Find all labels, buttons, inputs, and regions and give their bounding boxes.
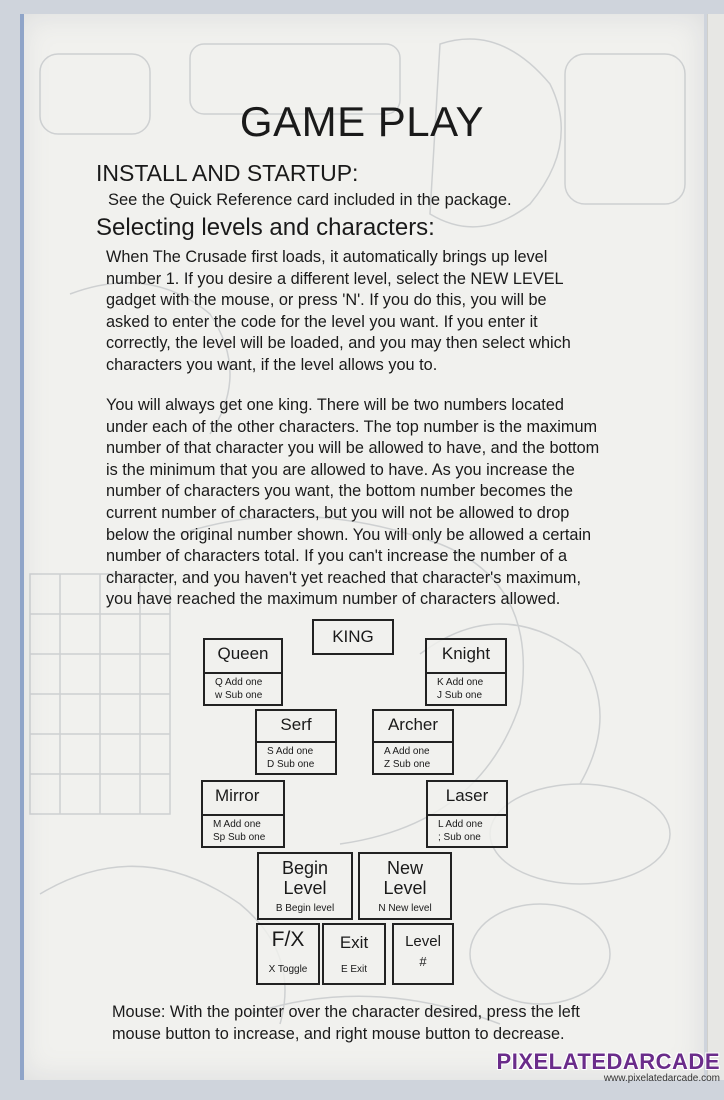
serf-label: Serf: [280, 715, 312, 734]
knight-keys: [427, 672, 505, 704]
install-text: See the Quick Reference card included in the package.: [108, 191, 512, 209]
level-word-2: Level: [383, 878, 427, 898]
page-title: GAME PLAY: [239, 98, 485, 145]
watermark: [497, 1049, 720, 1084]
selecting-paragraph-1: When The Crusade first loads, it automatically brings up level number 1. If you desire a different level, select the NEW LEVEL gadget with the mouse, or press 'N'. If you do this, you will be asked to enter the code for the level you want. If you enter it correctly, the level will be loaded, and you may then select which characters you want, if the level allows you to.: [106, 248, 571, 374]
king-gadget: [312, 619, 394, 655]
knight-sub: J Sub one: [437, 690, 483, 701]
king-label: KING: [332, 627, 374, 646]
queen-label: Queen: [217, 644, 269, 663]
fx-gadget: [256, 923, 320, 985]
serf-gadget: [255, 709, 337, 775]
watermark-brand: PIXELATEDARCADE: [496, 1049, 720, 1074]
manual-page: [20, 14, 704, 1080]
laser-label: Laser: [445, 786, 489, 805]
mirror-add: M Add one: [213, 819, 261, 830]
laser-sub: ; Sub one: [438, 832, 481, 843]
exit-key: E Exit: [340, 964, 368, 975]
install-heading: INSTALL AND STARTUP:: [96, 160, 359, 186]
queen-sub: w Sub one: [215, 690, 263, 701]
exit-gadget: [322, 923, 386, 985]
begin-level-gadget: [257, 852, 353, 920]
queen-keys: [205, 672, 281, 704]
begin-level-key: B Begin level: [275, 903, 335, 914]
knight-add: K Add one: [437, 677, 484, 688]
new-level-key: N New level: [378, 903, 432, 914]
serf-sub: D Sub one: [267, 759, 315, 770]
fx-key: X Toggle: [268, 964, 308, 975]
new-level-label: [360, 854, 450, 898]
laser-keys: [428, 814, 506, 846]
archer-keys: [374, 741, 452, 773]
serf-add: S Add one: [267, 746, 314, 757]
knight-gadget: [425, 638, 507, 706]
queen-add: Q Add one: [215, 677, 263, 688]
fx-label: F/X: [271, 928, 305, 951]
mouse-instructions: Mouse: With the pointer over the character desired, press the left mouse button to increase, and right mouse button to decrease.: [112, 1003, 580, 1043]
level-number-gadget: [392, 923, 454, 985]
next-page-edge: [707, 14, 724, 1080]
selecting-paragraph-2: You will always get one king. There will be two numbers located under each of the other characters. The top number is the maximum number of that character you will be allowed to have, and the bottom is the minimum that you are allowed to have. As you increase the number of characters you want, the bottom number becomes the current number of characters, but you will not be allowed to drop below the original number shown. You will only be allowed a certain number of characters total. If you can't increase the number of a character, and you haven't yet reached that character's maximum, you have reached the maximum number of characters allowed.: [106, 396, 600, 609]
begin-level-label: [259, 854, 351, 898]
level-number-label: Level: [405, 933, 441, 950]
archer-gadget: [372, 709, 454, 775]
begin-word: Begin: [281, 858, 329, 878]
laser-gadget: [426, 780, 508, 848]
selecting-heading: Selecting levels and characters:: [96, 214, 435, 241]
archer-sub: Z Sub one: [384, 759, 431, 770]
exit-label: Exit: [339, 933, 369, 952]
archer-label: Archer: [387, 715, 439, 734]
serf-keys: [257, 741, 335, 773]
archer-add: A Add one: [384, 746, 430, 757]
new-level-gadget: [358, 852, 452, 920]
new-word: New: [386, 858, 423, 878]
level-number-key: #: [419, 954, 427, 969]
mirror-keys: [203, 814, 283, 846]
mirror-sub: Sp Sub one: [213, 832, 266, 843]
watermark-url: www.pixelatedarcade.com: [603, 1073, 720, 1084]
queen-gadget: [203, 638, 283, 706]
mirror-gadget: [201, 780, 285, 848]
laser-add: L Add one: [438, 819, 483, 830]
mirror-label: Mirror: [215, 786, 260, 805]
knight-label: Knight: [441, 644, 491, 663]
level-word: Level: [283, 878, 327, 898]
